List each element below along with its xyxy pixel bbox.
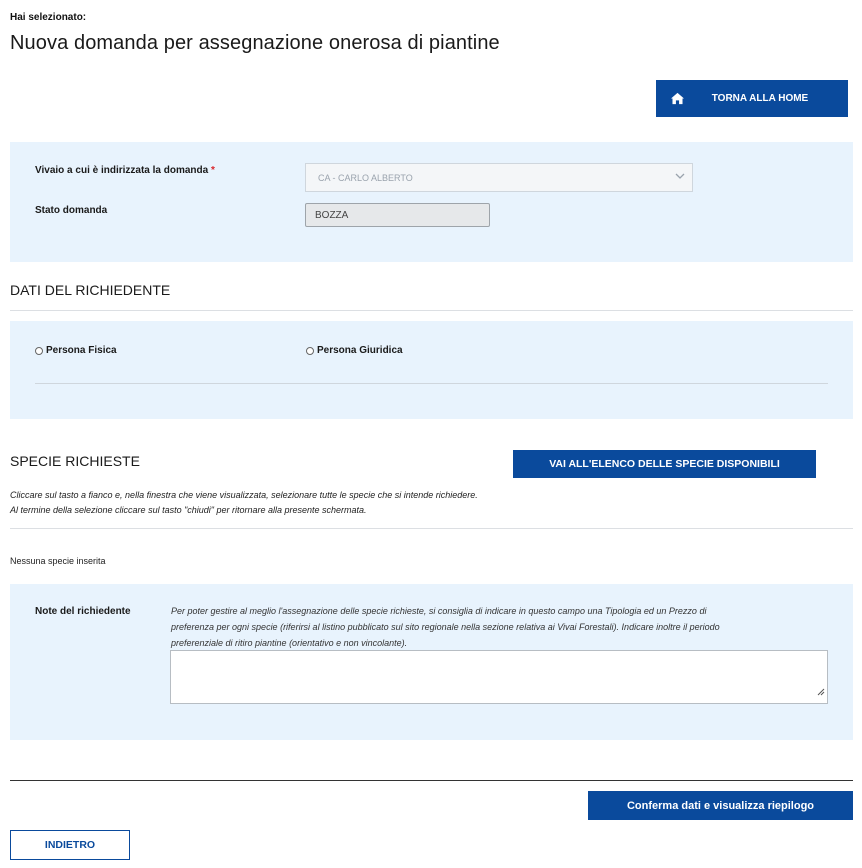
home-icon [662,92,692,105]
home-button[interactable] [656,80,848,117]
divider [35,383,828,384]
divider [10,528,853,529]
empty-species-text: Nessuna specie inserita [10,556,106,566]
home-button-label: TORNA ALLA HOME [711,93,809,104]
specie-instructions [10,488,810,518]
stato-label: Stato domanda [35,205,108,216]
footer-divider [10,780,853,781]
note-textarea[interactable] [170,650,828,704]
radio-label: Persona Fisica [46,345,117,356]
radio-button[interactable] [35,347,43,355]
radio-button[interactable] [306,347,314,355]
resize-grip-icon[interactable] [816,683,825,701]
vivaio-select-value: CA - CARLO ALBERTO [318,172,413,183]
hint-line: preferenza per ogni specie (riferirsi al listino pubblicato sul sito regionale nella sezione relativa ai Vivai Forestali). Indicare inoltre il periodo [171,622,720,632]
specie-list-button[interactable]: VAI ALL'ELENCO DELLE SPECIE DISPONIBILI [513,450,816,478]
radio-persona-fisica[interactable] [35,345,117,356]
note-label: Note del richiedente [35,606,131,617]
selected-label: Hai selezionato: [10,12,87,23]
hint-line: Per poter gestire al meglio l'assegnazione delle specie richieste, si consiglia di indicare in questo campo una Tipologia ed un Prezzo di [171,606,707,616]
hint-line: preferenziale di ritiro piantine (orientativo e non vincolante). [171,638,408,648]
page-title: Nuova domanda per assegnazione onerosa di piantine [10,32,500,54]
divider [10,310,853,311]
radio-persona-giuridica[interactable] [306,345,403,356]
chevron-down-icon [674,170,686,184]
richiedente-panel [10,321,853,419]
instruction-line: Al termine della selezione cliccare sul tasto "chiudi" per ritornare alla presente schermata. [10,505,367,515]
required-mark: * [210,165,215,176]
vivaio-select[interactable] [305,163,693,192]
confirm-button[interactable]: Conferma dati e visualizza riepilogo [588,791,853,820]
stato-field: BOZZA [305,203,490,227]
radio-label: Persona Giuridica [317,345,403,356]
specie-section-title: SPECIE RICHIESTE [10,453,140,469]
back-button[interactable]: INDIETRO [10,830,130,860]
instruction-line: Cliccare sul tasto a fianco e, nella finestra che viene visualizzata, selezionare tutte le specie che si intende richiedere. [10,490,478,500]
richiedente-section-title: DATI DEL RICHIEDENTE [10,282,171,298]
note-hint [171,603,841,651]
vivaio-label: Vivaio a cui è indirizzata la domanda * [35,165,215,176]
domanda-panel [10,142,853,262]
